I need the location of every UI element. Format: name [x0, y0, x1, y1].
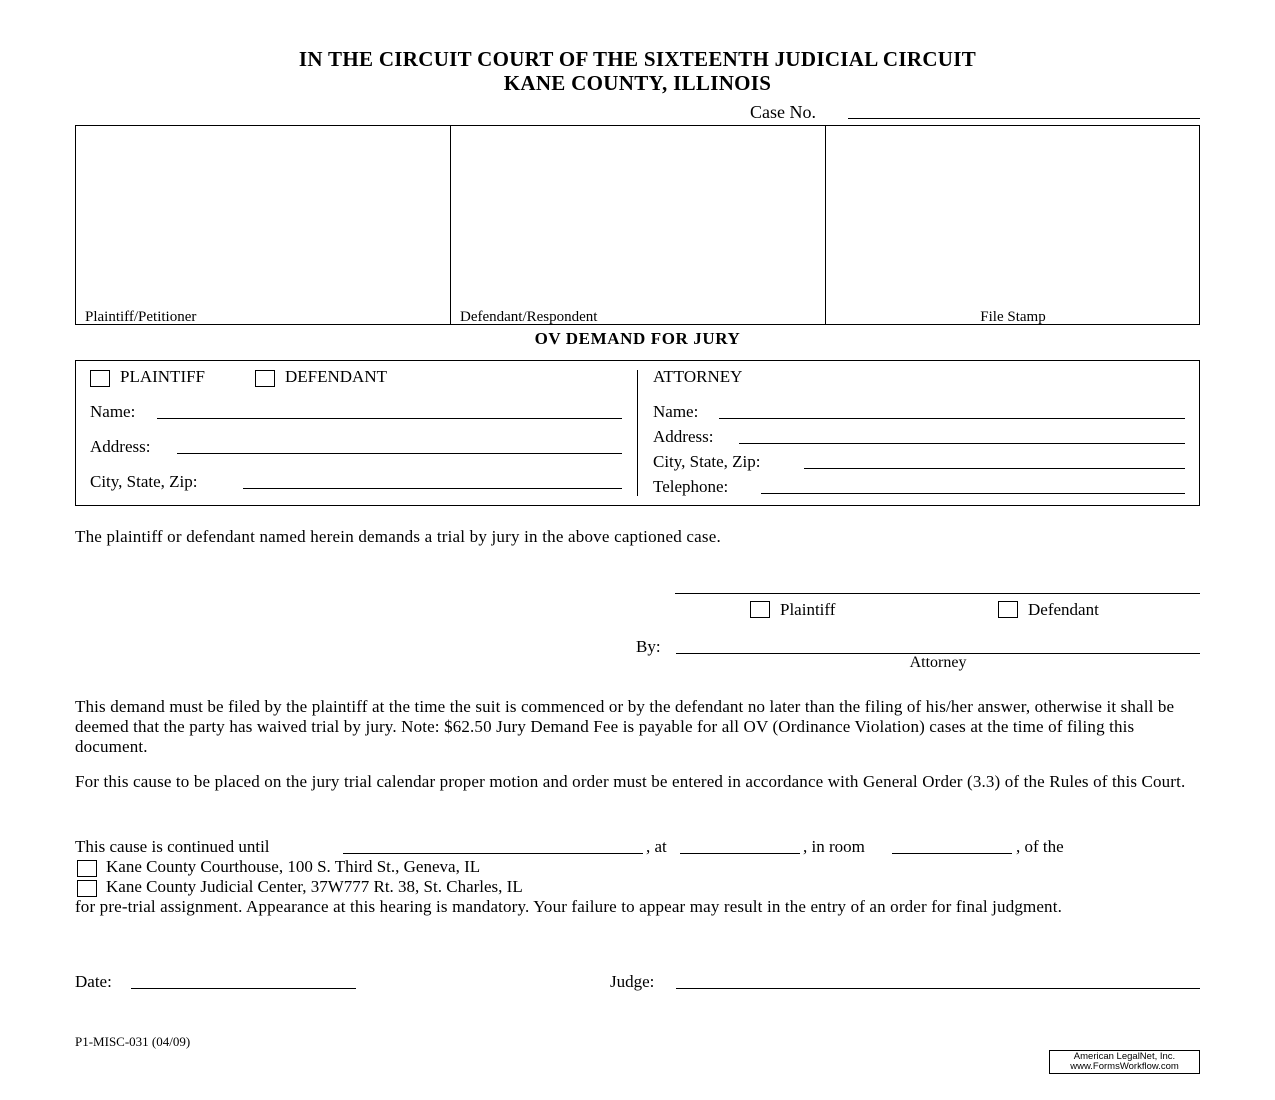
- party-city-label: City, State, Zip:: [90, 472, 198, 491]
- file-stamp-label: File Stamp: [980, 309, 1046, 325]
- attorney-city-label: City, State, Zip:: [653, 452, 761, 471]
- plaintiff-option-label: PLAINTIFF: [120, 367, 206, 386]
- attorney-telephone-field[interactable]: [761, 493, 1185, 494]
- form-code: P1-MISC-031 (04/09): [75, 1034, 191, 1049]
- defendant-option-label: DEFENDANT: [285, 367, 387, 386]
- by-label: By:: [636, 637, 661, 656]
- signature-plaintiff-label: Plaintiff: [780, 600, 836, 619]
- continued-date-field[interactable]: [343, 853, 643, 854]
- form-title: OV DEMAND FOR JURY: [534, 329, 741, 348]
- plaintiff-checkbox[interactable]: [90, 370, 110, 387]
- continued-until-label: This cause is continued until: [75, 837, 270, 856]
- of-the-label: , of the: [1016, 837, 1064, 856]
- defendant-checkbox[interactable]: [255, 370, 275, 387]
- caption-divider-2: [825, 125, 826, 325]
- party-address-field[interactable]: [177, 453, 622, 454]
- geneva-courthouse-checkbox[interactable]: [77, 860, 97, 877]
- at-label: , at: [646, 837, 667, 856]
- county-title: KANE COUNTY, ILLINOIS: [503, 71, 772, 95]
- appearance-notice: for pre-trial assignment. Appearance at this hearing is mandatory. Your failure to appear may result in the entry of an order for final judgment.: [75, 897, 1062, 916]
- attorney-city-field[interactable]: [804, 468, 1185, 469]
- signature-defendant-checkbox[interactable]: [998, 601, 1018, 618]
- geneva-courthouse-label: Kane County Courthouse, 100 S. Third St., Geneva, IL: [106, 857, 481, 876]
- continued-time-field[interactable]: [680, 853, 800, 854]
- publisher-name: American LegalNet, Inc.: [1073, 1051, 1176, 1062]
- party-city-field[interactable]: [243, 488, 622, 489]
- plaintiff-caption-field[interactable]: [76, 126, 449, 324]
- party-name-field[interactable]: [157, 418, 622, 419]
- filing-notice: This demand must be filed by the plaintiff at the time the suit is commenced or by the defendant no later than the filing of his/her answer, otherwise it shall be deemed that the party has waived trial by jury. Note: $62.50 Jury Demand Fee is payable for all OV (Ordinance Violation) cases at the time of filing this document.: [75, 697, 1175, 756]
- date-label: Date:: [75, 972, 112, 991]
- case-no-label: Case No.: [750, 102, 816, 122]
- judicial-center-checkbox[interactable]: [77, 880, 97, 897]
- attorney-caption: Attorney: [909, 654, 967, 671]
- attorney-address-field[interactable]: [739, 443, 1185, 444]
- party-signature-field[interactable]: [675, 593, 1200, 594]
- case-no-field[interactable]: [848, 118, 1200, 119]
- court-title: IN THE CIRCUIT COURT OF THE SIXTEENTH JUDICIAL CIRCUIT: [298, 47, 977, 71]
- attorney-name-label: Name:: [653, 402, 699, 421]
- attorney-telephone-label: Telephone:: [653, 477, 729, 496]
- defendant-respondent-label: Defendant/Respondent: [460, 309, 598, 325]
- date-field[interactable]: [131, 988, 356, 989]
- attorney-name-field[interactable]: [719, 418, 1185, 419]
- publisher-badge: [1049, 1050, 1200, 1074]
- signature-defendant-label: Defendant: [1028, 600, 1099, 619]
- attorney-address-label: Address:: [653, 427, 714, 446]
- plaintiff-petitioner-label: Plaintiff/Petitioner: [85, 309, 197, 325]
- judge-signature-field[interactable]: [676, 988, 1200, 989]
- publisher-url: www.FormsWorkflow.com: [1070, 1061, 1179, 1072]
- party-info-divider: [637, 370, 638, 496]
- party-address-label: Address:: [90, 437, 151, 456]
- demand-statement: The plaintiff or defendant named herein demands a trial by jury in the above captioned case.: [75, 527, 721, 546]
- judge-label: Judge:: [610, 972, 655, 991]
- in-room-label: , in room: [803, 837, 865, 856]
- judicial-center-label: Kane County Judicial Center, 37W777 Rt. 38, St. Charles, IL: [106, 877, 523, 896]
- defendant-caption-field[interactable]: [451, 126, 824, 324]
- attorney-heading: ATTORNEY: [653, 367, 743, 386]
- calendar-notice: For this cause to be placed on the jury trial calendar proper motion and order must be entered in accordance with General Order (3.3) of the Rules of this Court.: [75, 772, 1186, 791]
- signature-plaintiff-checkbox[interactable]: [750, 601, 770, 618]
- room-field[interactable]: [892, 853, 1012, 854]
- party-name-label: Name:: [90, 402, 136, 421]
